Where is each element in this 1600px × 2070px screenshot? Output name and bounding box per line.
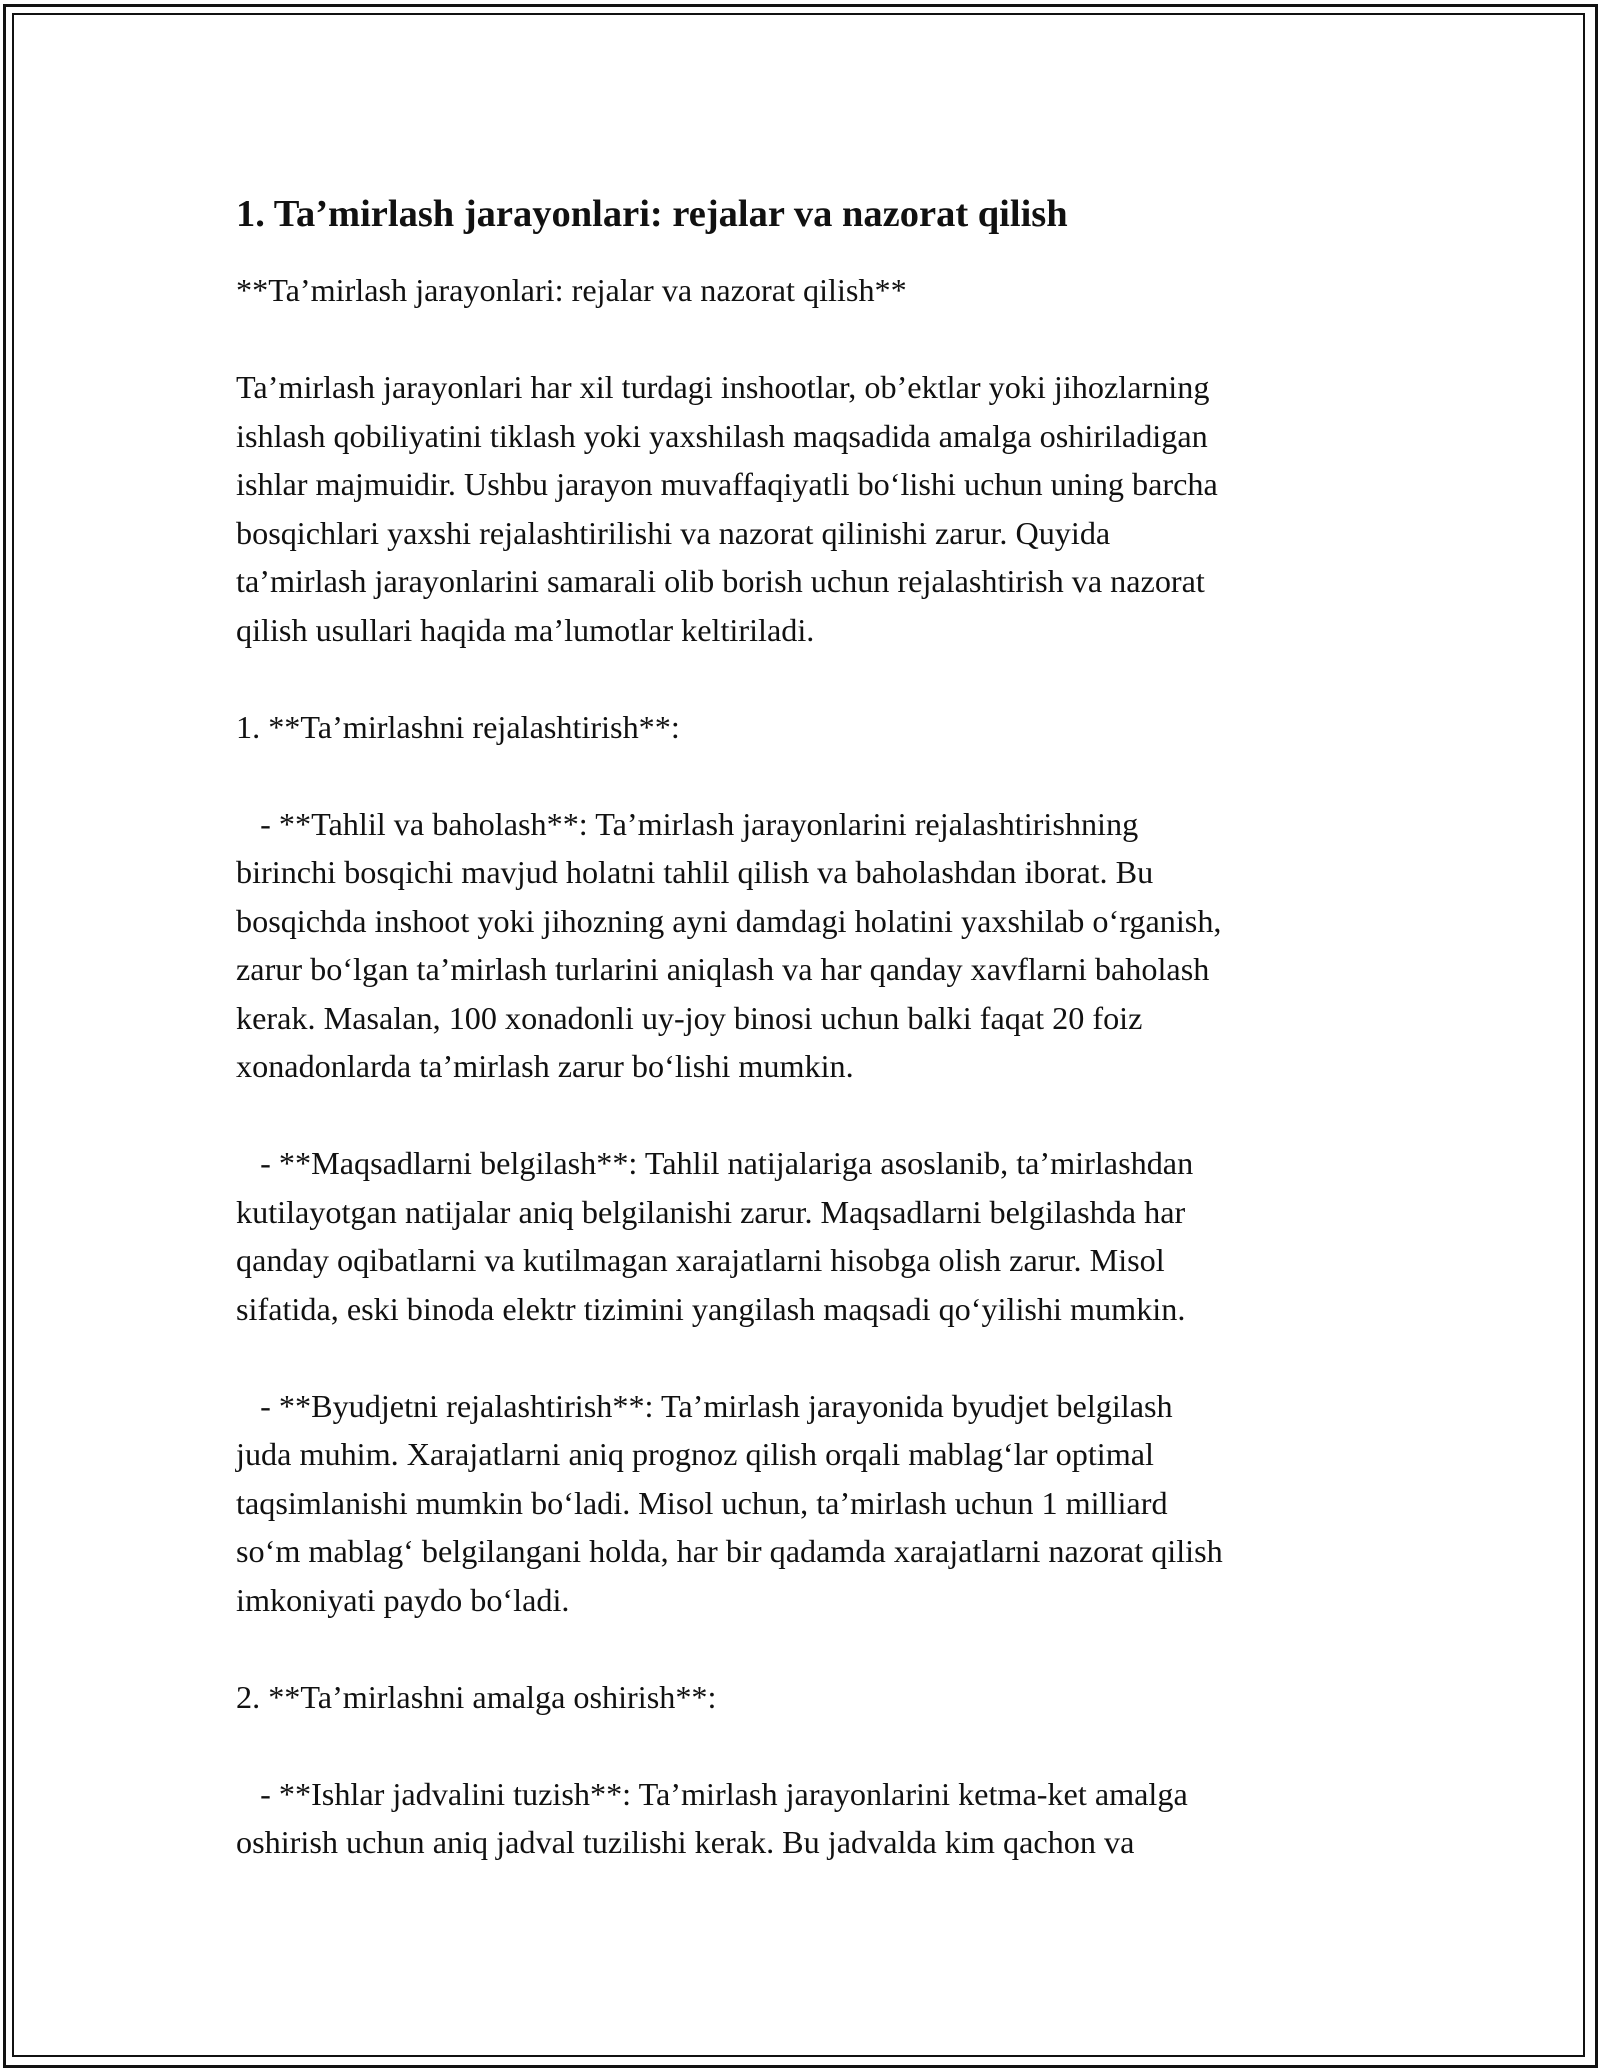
text-line: taqsimlanishi mumkin bo‘ladi. Misol uchun, ta’mirlash uchun 1 milliard	[236, 1484, 1168, 1521]
text-line: bosqichlari yaxshi rejalashtirilishi va nazorat qilinishi zarur. Quyida	[236, 514, 1111, 551]
text-line: qilish usullari haqida ma’lumotlar keltiriladi.	[236, 611, 815, 648]
text-line: 1. **Ta’mirlashni rejalashtirish**:	[236, 708, 680, 745]
text-line: ta’mirlash jarayonlarini samarali olib borish uchun rejalashtirish va nazorat	[236, 563, 1205, 599]
text-line: juda muhim. Xarajatlarni aniq prognoz qilish orqali mablag‘lar optimal	[236, 1436, 1154, 1472]
paragraph	[236, 703, 1386, 752]
text-line: Ta’mirlash jarayonlari har xil turdagi inshootlar, ob’ektlar yoki jihozlarning	[236, 369, 1210, 405]
text-line: birinchi bosqichi mavjud holatni tahlil qilish va baholashdan iborat. Bu	[236, 854, 1154, 890]
text-line: ishlash qobiliyatini tiklash yoki yaxshilash maqsadida amalga oshiriladigan	[236, 417, 1208, 454]
paragraph	[236, 1139, 1386, 1333]
paragraph	[236, 1673, 1386, 1722]
paragraph	[236, 1382, 1386, 1625]
text-line: kerak. Masalan, 100 xonadonli uy-joy binosi uchun balki faqat 20 foiz	[236, 999, 1143, 1036]
text-line: oshirish uchun aniq jadval tuzilishi kerak. Bu jadvalda kim qachon va	[236, 1824, 1135, 1860]
text-line: - **Maqsadlarni belgilash**: Tahlil natijalariga asoslanib, ta’mirlashdan	[236, 1145, 1194, 1181]
paragraph	[236, 1770, 1386, 1867]
paragraph	[236, 363, 1386, 654]
text-line: bosqichda inshoot yoki jihozning ayni damdagi holatini yaxshilab o‘rganish,	[236, 902, 1222, 939]
text-line: ishlar majmuidir. Ushbu jarayon muvaffaqiyatli bo‘lishi uchun uning barcha	[236, 466, 1218, 502]
paragraph-list	[236, 363, 1386, 1867]
text-line: xonadonlarda ta’mirlash zarur bo‘lishi mumkin.	[236, 1048, 854, 1084]
text-line: zarur bo‘lgan ta’mirlash turlarini aniqlash va har qanday xavflarni baholash	[236, 951, 1210, 987]
document-body	[236, 186, 1386, 1867]
document-subtitle: **Ta’mirlash jarayonlari: rejalar va nazorat qilish**	[236, 272, 907, 308]
text-line: qanday oqibatlarni va kutilmagan xarajatlarni hisobga olish zarur. Misol	[236, 1242, 1165, 1278]
document-title: 1. Ta’mirlash jarayonlari: rejalar va nazorat qilish	[236, 193, 1068, 235]
text-line: 2. **Ta’mirlashni amalga oshirish**:	[236, 1678, 717, 1715]
text-line: - **Byudjetni rejalashtirish**: Ta’mirlash jarayonida byudjet belgilash	[236, 1387, 1173, 1424]
text-line: - **Tahlil va baholash**: Ta’mirlash jarayonlarini rejalashtirishning	[236, 805, 1139, 842]
text-line: kutilayotgan natijalar aniq belgilanishi zarur. Maqsadlarni belgilashda har	[236, 1193, 1186, 1230]
text-line: so‘m mablag‘ belgilangani holda, har bir qadamda xarajatlarni nazorat qilish	[236, 1533, 1223, 1569]
text-line: - **Ishlar jadvalini tuzish**: Ta’mirlash jarayonlarini ketma-ket amalga	[236, 1775, 1188, 1812]
paragraph	[236, 800, 1386, 1091]
text-line: sifatida, eski binoda elektr tizimini yangilash maqsadi qo‘yilishi mumkin.	[236, 1290, 1186, 1327]
text-line: imkoniyati paydo bo‘ladi.	[236, 1581, 570, 1618]
